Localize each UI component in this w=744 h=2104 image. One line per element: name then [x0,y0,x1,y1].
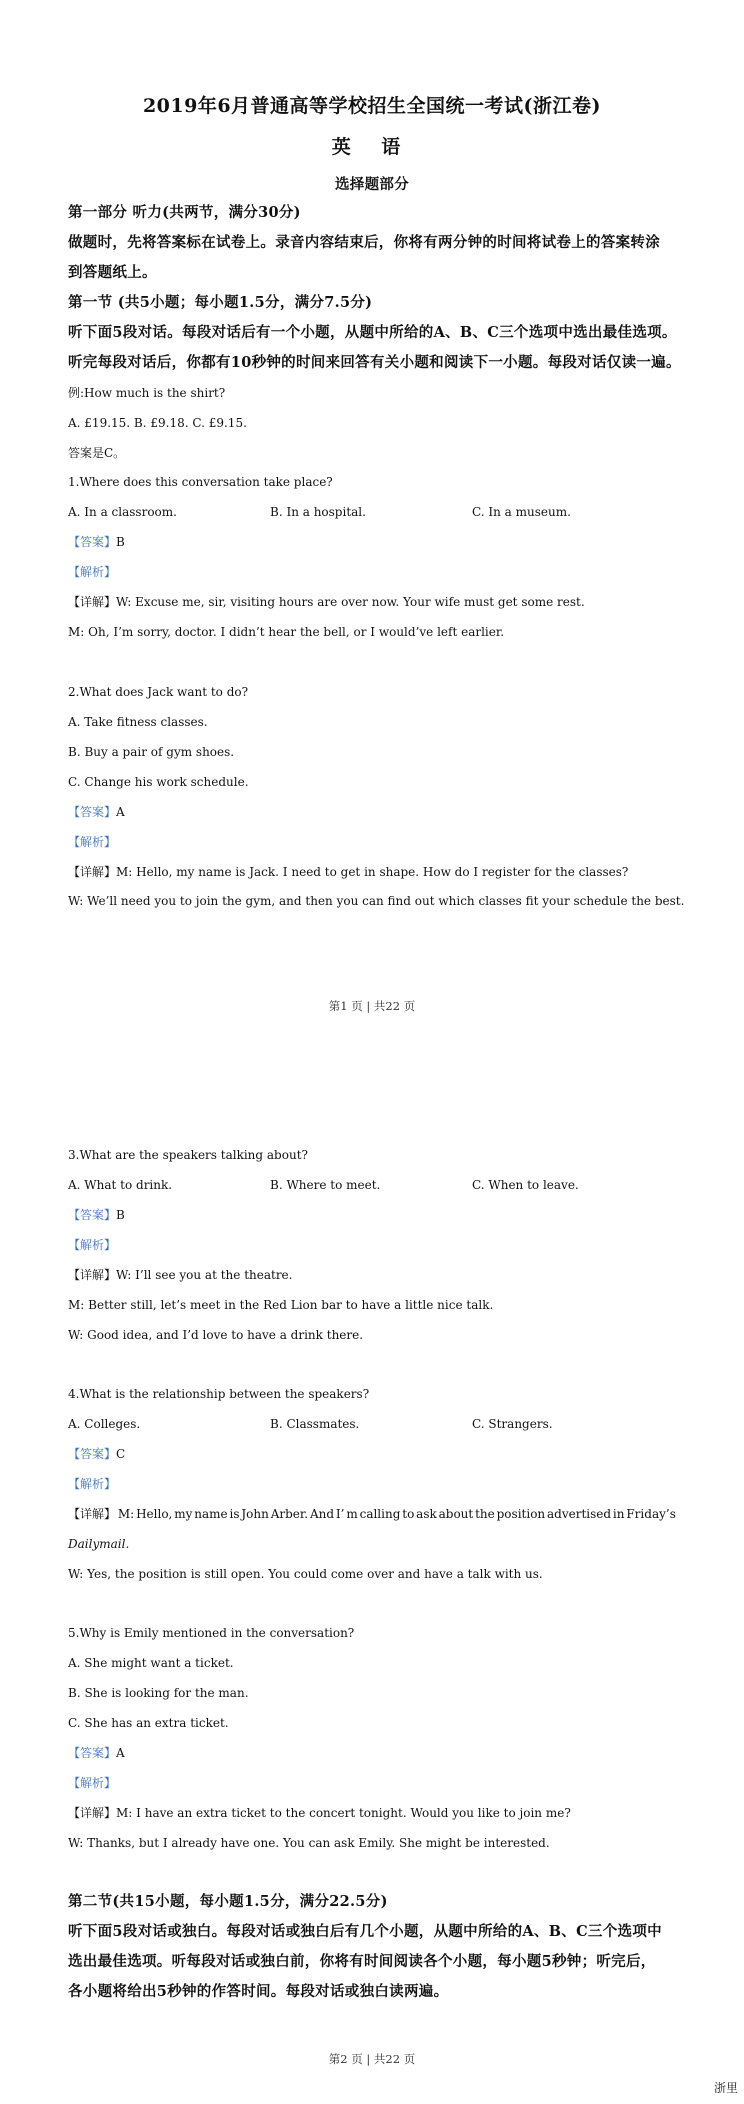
section-label: 选择题部分 [335,176,409,193]
q3-answer [68,1207,125,1223]
question-3: 3.What are the speakers talking about? [68,1148,308,1162]
transcript-word: calling [359,1507,401,1521]
transcript-word: And [309,1507,335,1521]
q5-option-b: B. She is looking for the man. [68,1686,249,1700]
section2-heading: 第二节(共15小题，每小题1.5分，满分22.5分) [68,1893,388,1910]
q5-option-c: C. She has an extra ticket. [68,1716,229,1730]
q4-option-a: A. Colleges. [68,1417,141,1431]
page-footer-1: 第1 页 | 共22 页 [328,999,416,1013]
detail-tag: 【详解】 [68,595,117,609]
q3-detail-line3: W: Good idea, and I’d love to have a drink there. [68,1328,364,1342]
q3-detail-line2: M: Better still, let’s meet in the Red Lion bar to have a little nice talk. [68,1298,494,1312]
question-4: 4.What is the relationship between the speakers? [68,1387,370,1401]
q2-analysis-tag: 【解析】 [68,835,117,849]
question-2: 2.What does Jack want to do? [68,685,249,699]
q4-detail-line1-cont: Dailymail. [68,1537,130,1551]
example-options: A. £19.15. B. £9.18. C. £9.15. [68,416,247,430]
q1-option-b: B. In a hospital. [270,505,366,519]
detail-tag: 【详解】 [68,1507,117,1521]
q5-transcript-1: M: I have an extra ticket to the concert tonight. Would you like to join me? [116,1806,571,1820]
transcript-word: Arber. [270,1507,309,1521]
answer-tag: 【答案】 [68,535,117,549]
detail-tag: 【详解】 [68,1268,117,1282]
transcript-word: M: [117,1507,135,1521]
q5-detail-line1 [68,1805,571,1821]
exam-title: 2019年6月普通高等学校招生全国统一考试(浙江卷) [142,95,602,117]
q2-detail-line2: W: We’ll need you to join the gym, and then you can find out which classes fit your schedule the best. [68,894,685,908]
transcript-word: in [612,1507,625,1521]
q3-option-b: B. Where to meet. [270,1178,381,1192]
q3-analysis-tag: 【解析】 [68,1238,117,1252]
section1-instruction-line2: 听完每段对话后，你都有10秒钟的时间来回答有关小题和阅读下一小题。每段对话仅读一遍。 [68,354,681,371]
question-1: 1.Where does this conversation take place? [68,475,333,489]
q1-transcript-1: W: Excuse me, sir, visiting hours are over now. Your wife must get some rest. [116,595,585,609]
q2-option-c: C. Change his work schedule. [68,775,249,789]
page-footer-2: 第2 页 | 共22 页 [328,2052,416,2066]
q4-detail-line1 [68,1506,676,1522]
answer-tag: 【答案】 [68,1208,117,1222]
transcript-word: name [194,1507,228,1521]
q4-detail-line2: W: Yes, the position is still open. You could come over and have a talk with us. [68,1567,543,1581]
q5-detail-line2: W: Thanks, but I already have one. You can ask Emily. She might be interested. [68,1836,550,1850]
transcript-word: is [229,1507,240,1521]
transcript-word: advertised [547,1507,612,1521]
example-question: 例:How much is the shirt? [68,386,226,400]
q3-option-a: A. What to drink. [68,1178,173,1192]
answer-tag: 【答案】 [68,1447,117,1461]
q4-option-c: C. Strangers. [472,1417,553,1431]
q4-analysis-tag: 【解析】 [68,1477,117,1491]
q1-answer [68,534,125,550]
q1-option-c: C. In a museum. [472,505,571,519]
part1-heading: 第一部分 听力(共两节，满分30分) [68,204,301,221]
q4-answer [68,1446,125,1462]
q3-transcript-1: W: I’ll see you at the theatre. [116,1268,293,1282]
q5-option-a: A. She might want a ticket. [68,1656,234,1670]
transcript-word: Hello, [136,1507,173,1521]
q2-detail-line1 [68,864,628,880]
q3-detail-line1 [68,1267,292,1283]
part1-instruction-line1: 做题时，先将答案标在试卷上。录音内容结束后，你将有两分钟的时间将试卷上的答案转涂 [68,234,660,251]
q5-answer [68,1745,125,1761]
detail-tag: 【详解】 [68,1806,117,1820]
transcript-word: John [241,1507,269,1521]
answer-tag: 【答案】 [68,1746,117,1760]
q4-answer-value: C [116,1447,126,1461]
transcript-word: my [174,1507,193,1521]
transcript-word: about [438,1507,474,1521]
transcript-word: ask [416,1507,437,1521]
transcript-word: I’ [335,1507,345,1521]
section2-instruction-line1: 听下面5段对话或独白。每段对话或独白后有几个小题，从题中所给的A、B、C三个选项中 [68,1923,662,1940]
q2-option-a: A. Take fitness classes. [68,715,208,729]
q5-analysis-tag: 【解析】 [68,1776,117,1790]
detail-tag: 【详解】 [68,865,117,879]
question-5: 5.Why is Emily mentioned in the conversation? [68,1626,355,1640]
transcript-word: position [496,1507,546,1521]
q1-option-a: A. In a classroom. [68,505,177,519]
answer-tag: 【答案】 [68,805,117,819]
q1-analysis-tag: 【解析】 [68,565,117,579]
transcript-word: m [346,1507,358,1521]
transcript-word: to [402,1507,415,1521]
transcript-word: Friday’s [626,1507,676,1521]
q1-detail-line1 [68,594,585,610]
q1-detail-line2: M: Oh, I’m sorry, doctor. I didn’t hear the bell, or I would’ve left earlier. [68,625,505,639]
example-answer: 答案是C。 [68,446,126,460]
q2-answer [68,804,125,820]
subject-title: 英 语 [331,136,413,158]
section1-heading: 第一节 (共5小题；每小题1.5分，满分7.5分) [68,294,373,311]
section1-instruction-line1: 听下面5段对话。每段对话后有一个小题，从题中所给的A、B、C三个选项中选出最佳选项。 [68,324,677,341]
q4-option-b: B. Classmates. [270,1417,360,1431]
q5-answer-value: A [116,1746,125,1760]
corner-watermark-text: 浙里 [713,2081,738,2095]
q3-option-c: C. When to leave. [472,1178,579,1192]
section2-instruction-line2: 选出最佳选项。听每段对话或独白前，你将有时间阅读各个小题，每小题5秒钟；听完后， [68,1953,656,1970]
transcript-word: the [475,1507,495,1521]
q3-answer-value: B [116,1208,125,1222]
q2-answer-value: A [116,805,125,819]
q2-option-b: B. Buy a pair of gym shoes. [68,745,235,759]
q2-transcript-1: M: Hello, my name is Jack. I need to get in shape. How do I register for the classes? [116,865,629,879]
section2-instruction-line3: 各小题将给出5秒钟的作答时间。每段对话或独白读两遍。 [68,1983,449,2000]
q1-answer-value: B [116,535,125,549]
part1-instruction-line2: 到答题纸上。 [68,264,157,281]
